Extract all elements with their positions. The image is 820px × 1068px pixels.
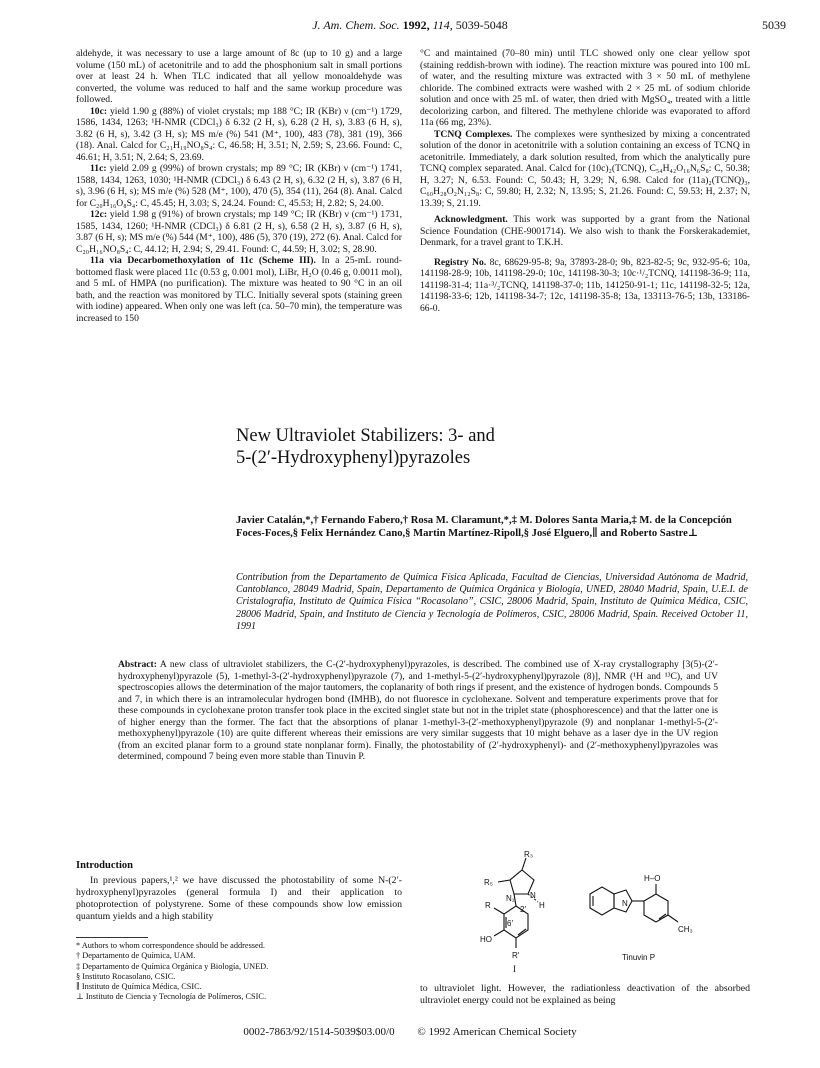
paragraph-10c xyxy=(76,106,402,164)
paragraph-acknowledgment xyxy=(420,214,750,249)
footnote-parallel: ∥ Instituto de Química Médica, CSIC. xyxy=(76,982,202,992)
label-11c: 11c: xyxy=(90,163,107,174)
text-registry: 8c, 68629-95-8; 9a, 37893-28-0; 9b, 823-82-5; 9c, 932-95-6; 10a, 141198-28-9; 10b, 141198-29-0; 10c, 141198-30-3; 10c·¹/₂TCNQ, 141198-36-9; 11a, 141198-31-4; 11a·³/₂TCNQ, 141198-37-0; 11b, 141250-91-1; 11c, 141198-32-5; 12a, 141198-33-6; 12b, 141198-34-7; 12c, 141198-35-8; 13a, 133113-76-5; 13b, 133186-66-0. xyxy=(420,256,750,314)
footnote-double-dagger: ‡ Departamento de Química Orgánica y Biología, UNED. xyxy=(76,961,269,971)
abstract xyxy=(118,659,718,763)
bond-r3 xyxy=(522,858,526,870)
journal-citation xyxy=(0,18,820,33)
bond-r xyxy=(494,908,504,914)
introduction-text xyxy=(76,875,402,923)
footnotes xyxy=(76,941,406,1003)
received-date: Received October 11, 1991 xyxy=(236,608,749,632)
label-tcnq: TCNQ Complexes. xyxy=(434,128,513,140)
intro-paragraph: In previous papers,¹,² we have discussed the photostability of some N-(2′-hydroxyphenyl)pyrazoles (general formula I) and their application to photoprotection of polystyrene. Some of these compounds show low emission quantum yields and a high stability xyxy=(76,875,402,922)
page-footer xyxy=(0,1026,820,1038)
paragraph-11a xyxy=(76,255,402,324)
label-r3: R₃ xyxy=(524,850,534,859)
label-h: H xyxy=(539,901,545,910)
text-11a: In a 25-mL round-bottomed flask were placed 11c (0.53 g, 0.001 mol), LiBr, H₂O (0.46 g, 0.0011 mol), and 5 mL of HMPA (no purification). The mixture was heated to 90 °C in an oil bath, and the reaction was monitored by TLC. Initially several spots (staining green with iodine) appeared. When only one was left (ca. 50–70 min), the temperature was increased to 150 xyxy=(76,255,402,324)
footer-copyright: © 1992 American Chemical Society xyxy=(417,1026,577,1038)
paragraph-12c xyxy=(76,209,402,255)
label-n2: N xyxy=(530,891,536,900)
label-10c: 10c: xyxy=(90,105,108,117)
label-ch3: CH₃ xyxy=(678,925,693,934)
label-ho: HO xyxy=(480,935,492,944)
label-rprime: R′ xyxy=(512,951,520,960)
footer-code: 0002-7863/92/1514-5039$03.00/0 xyxy=(243,1026,395,1038)
author-list: Javier Catalán,*,† Fernando Fabero,† Rosa M. Claramunt,*,‡ M. Dolores Santa Maria,‡ M. de la Concepción Foces-Foces,§ Felix Hernández Cano,§ Martin Martínez-Ripoll,§ José Elguero,∥ and Roberto Sastre⊥ xyxy=(236,515,732,539)
right-column xyxy=(420,48,750,314)
label-acknowledgment: Acknowledgment. xyxy=(434,214,508,225)
affiliation-text: Contribution from the Departamento de Química Física Aplicada, Facultad de Ciencias, Universidad Autónoma de Madrid, Cantoblanco, 28049 Madrid, Spain, Departamento de Química Orgánica y Biología, UNED, 28040 Madrid, Spain, U.E.I. de Cristalografía, Instituto de Química Física “Rocasolano”, CSIC, 28006 Madrid, Spain, Instituto de Química Médica, CSIC, 28006 Madrid, Spain, and Instituto de Ciencia y Tecnología de Polímeros, CSIC, 28006 Madrid, Spain. xyxy=(236,572,748,620)
text-acknowledgment: This work was supported by a grant from the National Science Foundation (CHE-9001714). We also wish to thank the Forskerakademiet, Denmark, for a travel grant to T.K.H. xyxy=(420,214,750,248)
label-2prime: 2′ xyxy=(520,905,526,914)
phenol-ring xyxy=(644,894,668,922)
introduction-heading: Introduction xyxy=(76,860,133,871)
footnote-perp: ⊥ Instituto de Ciencia y Tecnología de Polímeros, CSIC. xyxy=(76,992,267,1002)
text-tcnq: The complexes were synthesized by mixing a concentrated solution of the donor in acetonitrile with a solution containing an excess of TCNQ in acetonitrile. Immediately, a dark solution resulted, from which the analytically pure TCNQ complex separated. Anal. Calcd for (10c)₂(TCNQ), C₅₄H₄₂O₁₆N₆S₈: C, 50.38; H, 3.27; N, 6.53. Found: C, 50.43; H, 3.29; N, 6.98. Calcd for (11a)₂(TCNQ)₃, C₆₀H₂₈O₂N₁₂S₈: C, 59.80; H, 2.32; N, 13.95; S, 21.26. Found: C, 59.53; H, 2.37; N, 13.39; S, 21.19. xyxy=(420,128,750,209)
label-r: R xyxy=(485,901,491,910)
footnote-section: § Instituto Rocasolano, CSIC. xyxy=(76,971,176,981)
footnote-corresponding: * Authors to whom correspondence should be addressed. xyxy=(76,941,265,950)
abstract-text: A new class of ultraviolet stabilizers, the C-(2′-hydroxyphenyl)pyrazoles, is described. The combined use of X-ray crystallography [3(5)-(2′-hydroxyphenyl)pyrazole (5), 1-methyl-3-(2′-hydroxyphenyl)pyrazole (7), and 1-methyl-5-(2′-hydroxyphenyl)pyrazole (8)], NMR (¹H and ¹³C), and UV spectroscopies allows the determination of the major tautomers, the coplanarity of both rings if present, and the existence of hydrogen bonds. Compounds 5 and 7, in which there is an intramolecular hydrogen bond (IMHB), do not fluoresce in cyclohexane. Solvent and temperature experiments prove that for these compounds in cyclohexane proton transfer took place in the excited singlet state but not in the triplet state (phosphorescence) and that the latter one is of higher energy than the former. The fact that the absorptions of planar 1-methyl-3-(2′-methoxyphenyl)pyrazole (9) and nonplanar 1-methyl-5-(2′-methoxyphenyl)pyrazole (10) are quite different whereas their emissions are very similar suggests that 10 might behave as a laser dye in the UV region (from an excited planar form to a ground state nonplanar form). Finally, the photostability of (2′-hydroxyphenyl)- and (2′-methoxyphenyl)pyrazoles was determined, compound 7 being even more stable than Tinuvin P. xyxy=(118,659,718,762)
paragraph-tcnq xyxy=(420,129,750,210)
text-10c: yield 1.90 g (88%) of violet crystals; mp 188 °C; IR (KBr) ν (cm⁻¹) 1729, 1586, 1434, 1263; ¹H-NMR (CDCl₃) δ 6.32 (2 H, s), 6.28 (2 H, s), 3.83 (6 H, s), 3.82 (6 H, s), 3.42 (3 H, s); MS m/e (%) 541 (M⁺, 100), 483 (78), 381 (19), 366 (18). Anal. Calcd for C₂₁H₁₉NO₈S₄: C, 46.58; H, 3.51; N, 2.59; S, 23.66. Found: C, 46.61; H, 3.51; N, 2.64; S, 23.69. xyxy=(76,105,402,163)
bond-ho xyxy=(494,930,504,936)
journal-volume: 114, xyxy=(432,18,453,32)
label-6prime: 6′ xyxy=(507,919,513,928)
journal-pages: 5039-5048 xyxy=(455,18,508,32)
bond-ch3 xyxy=(668,915,678,922)
bond-r5 xyxy=(498,880,510,882)
label-tinuvin-oh: H–O xyxy=(644,874,661,883)
abstract-label: Abstract: xyxy=(118,659,157,670)
journal-name: J. Am. Chem. Soc. xyxy=(312,18,400,32)
structure-formula-i xyxy=(494,858,538,948)
text-11c: yield 2.09 g (99%) of brown crystals; mp 89 °C; IR (KBr) ν (cm⁻¹) 1741, 1588, 1434, 1263, 1030; ¹H-NMR (CDCl₃) δ 6.43 (2 H, s), 6.32 (2 H, s), 3.87 (6 H, s), 3.96 (6 H, s); MS m/e (%) 528 (M⁺, 100), 470 (5), 354 (11), 264 (8). Anal. Calcd for C₂₀H₁₆O₈S₄: C, 45.45; H, 3.03; S, 24.24. Found: C, 45.53; H, 2.82; S, 24.00. xyxy=(76,163,402,209)
benzo-ring xyxy=(590,887,614,915)
page-number: 5039 xyxy=(762,18,786,32)
label-tinuvin-n: N xyxy=(622,899,628,908)
title-line-2: 5-(2′-Hydroxyphenyl)pyrazoles xyxy=(236,448,471,468)
label-n1: N₁ xyxy=(506,894,515,903)
paragraph-11c xyxy=(76,163,402,209)
paragraph-continued: °C and maintained (70–80 min) until TLC showed only one clear yellow spot (staining reddish-brown with iodine). The reaction mixture was poured into 100 mL of water, and the resulting mixture was extracted with 3 × 50 mL of methylene chloride. The combined extracts were washed with 2 × 25 mL of sodium chloride solution and once with 25 mL of water, then dried with MgSO₄, treated with a little decolorizing carbon, and filtered. The methylene chloride was evaporated to afford 11a (66 mg, 23%). xyxy=(420,48,750,128)
journal-year: 1992, xyxy=(402,18,430,32)
paragraph-registry xyxy=(420,257,750,315)
label-tinuvin-p: Tinuvin P xyxy=(622,953,656,962)
footnote-dagger: † Departamento de Química, UAM. xyxy=(76,951,196,961)
label-formula-i: I xyxy=(513,964,516,974)
article-title xyxy=(236,425,716,469)
label-r5: R₅ xyxy=(484,878,493,887)
left-column xyxy=(76,48,402,324)
label-registry: Registry No. xyxy=(434,256,487,268)
tinuvin-labels xyxy=(622,874,693,962)
footnote-rule xyxy=(76,937,148,938)
paragraph-aldehyde: aldehyde, it was necessary to use a large amount of 8c (up to 10 g) and a large volume (150 mL) of acetonitrile and to add the phosphonium salt in small portions over at least 24 h. When TLC indicated that all yellow monoaldehyde was converted, the volume was reduced to half and the same workup procedure was followed. xyxy=(76,48,402,105)
structure-tinuvin-p xyxy=(590,884,678,922)
title-line-1: New Ultraviolet Stabilizers: 3- and xyxy=(236,426,495,446)
formula-i-labels xyxy=(480,850,545,974)
chemical-structures-figure xyxy=(422,848,750,978)
label-11a: 11a via Decarbomethoxylation of 11c (Scheme III). xyxy=(90,255,316,266)
text-12c: yield 1.98 g (91%) of brown crystals; mp 149 °C; IR (KBr) ν (cm⁻¹) 1731, 1585, 1434, 1260; ¹H-NMR (CDCl₃) δ 6.81 (2 H, s), 6.58 (2 H, s), 3.87 (6 H, s), 3.87 (6 H, s); MS m/e (%) 544 (M⁺, 100), 486 (5), 370 (19), 272 (6). Anal. Calcd for C₂₀H₁₆NO₈S₄: C, 44.12; H, 2.94; S, 29.41. Found: C, 44.59; H, 3.02; S, 28.90. xyxy=(76,209,402,255)
affiliation xyxy=(236,572,748,633)
intro-continued: to ultraviolet light. However, the radiationless deactivation of the absorbed ultraviolet energy could not be explained as being xyxy=(420,983,750,1006)
label-12c: 12c: xyxy=(90,209,108,220)
